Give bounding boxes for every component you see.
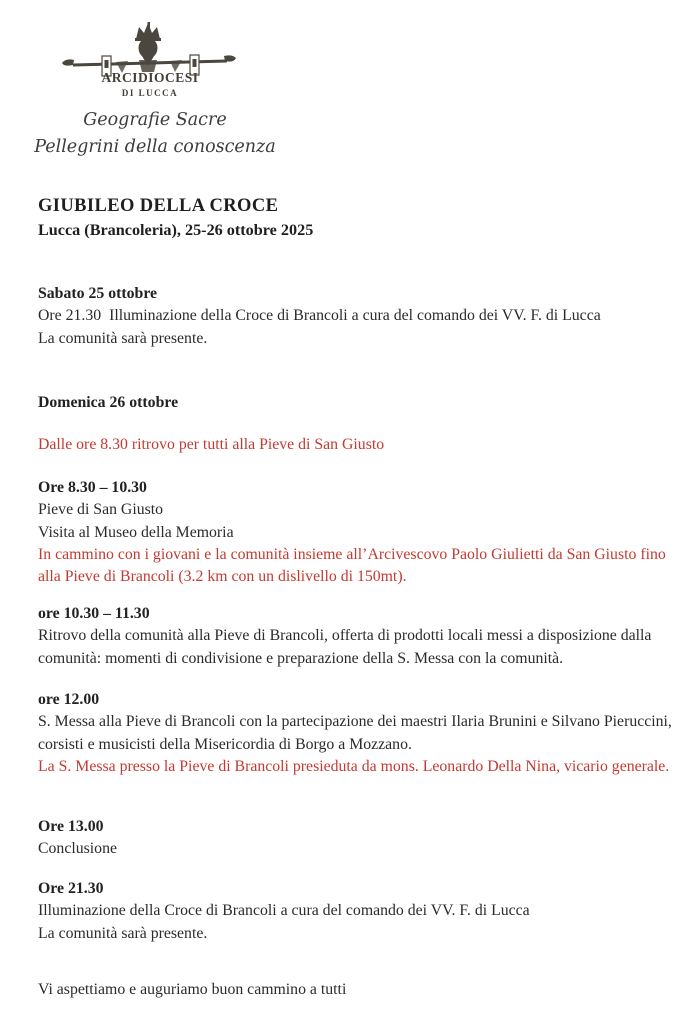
slot-1030-body: Ritrovo della comunità alla Pieve di Brancoli, offerta di prodotti locali messi a disposizione dalla comunità: momenti di condivisione e preparazione della S. Messa con la comunità.	[38, 627, 656, 667]
section-sunday-heading	[38, 392, 688, 414]
slot-1030-heading: ore 10.30 – 11.30	[38, 605, 150, 622]
program-name-line-2: Pellegrini della conoscenza	[34, 137, 276, 157]
slot-1200-heading: ore 12.00	[38, 691, 100, 708]
sunday-notice-text: Dalle ore 8.30 ritrovo per tutti alla Pieve di San Giusto	[38, 436, 385, 453]
org-subname-label: DI LUCCA	[121, 88, 179, 98]
slot-2130-line-2: La comunità sarà presente.	[38, 924, 208, 942]
section-slot-1030	[38, 603, 688, 670]
slot-2130-line-1: Illuminazione della Croce di Brancoli a cura del comando dei VV. F. di Lucca	[38, 902, 530, 920]
document-header	[38, 196, 688, 240]
section-saturday	[38, 283, 688, 350]
section-slot-2130	[38, 878, 688, 945]
slot-0830-note: In cammino con i giovani e la comunità insieme all’Arcivescovo Paolo Giulietti da San Giusto fino alla Pieve di Brancoli (3.2 km con un dislivello di 150mt).	[38, 545, 670, 586]
program-name	[18, 107, 292, 161]
section-slot-1300	[38, 816, 688, 861]
slot-1200-note: La S. Messa presso la Pieve di Brancoli presieduta da mons. Leonardo Della Nina, vicario generale.	[38, 757, 670, 775]
sunday-heading: Domenica 26 ottobre	[38, 394, 179, 411]
section-slot-1200	[38, 689, 688, 778]
volto-santo-crucifix-icon	[60, 10, 238, 108]
slot-0830-line-2: Visita al Museo della Memoria	[38, 523, 234, 541]
sunday-notice	[38, 434, 688, 456]
slot-1200-body: S. Messa alla Pieve di Brancoli con la partecipazione dei maestri Ilaria Brunini e Silvano Pieruccini, corsisti e musicisti della Misericordia di Borgo a Mozzano.	[38, 713, 676, 753]
closing-line: Vi aspettiamo e auguriamo buon cammino a tutti	[38, 981, 347, 998]
org-name-label: ARCIDIOCESI	[101, 70, 199, 85]
arcidiocesi-logo	[60, 10, 238, 108]
slot-1300-body: Conclusione	[38, 840, 117, 858]
section-slot-0830	[38, 477, 688, 588]
saturday-line-2: La comunità sarà presente.	[38, 329, 208, 347]
slot-0830-line-1: Pieve di San Giusto	[38, 501, 164, 519]
program-name-line-1: Geografie Sacre	[83, 110, 227, 130]
slot-1300-heading: Ore 13.00	[38, 818, 104, 835]
saturday-line-1: Ore 21.30 Illuminazione della Croce di Brancoli a cura del comando dei VV. F. di Lucca	[38, 307, 601, 325]
slot-2130-heading: Ore 21.30	[38, 880, 104, 897]
page-subtitle: Lucca (Brancoleria), 25-26 ottobre 2025	[38, 221, 314, 239]
saturday-heading: Sabato 25 ottobre	[38, 285, 158, 302]
page-title: GIUBILEO DELLA CROCE	[38, 196, 279, 216]
slot-0830-heading: Ore 8.30 – 10.30	[38, 479, 147, 496]
